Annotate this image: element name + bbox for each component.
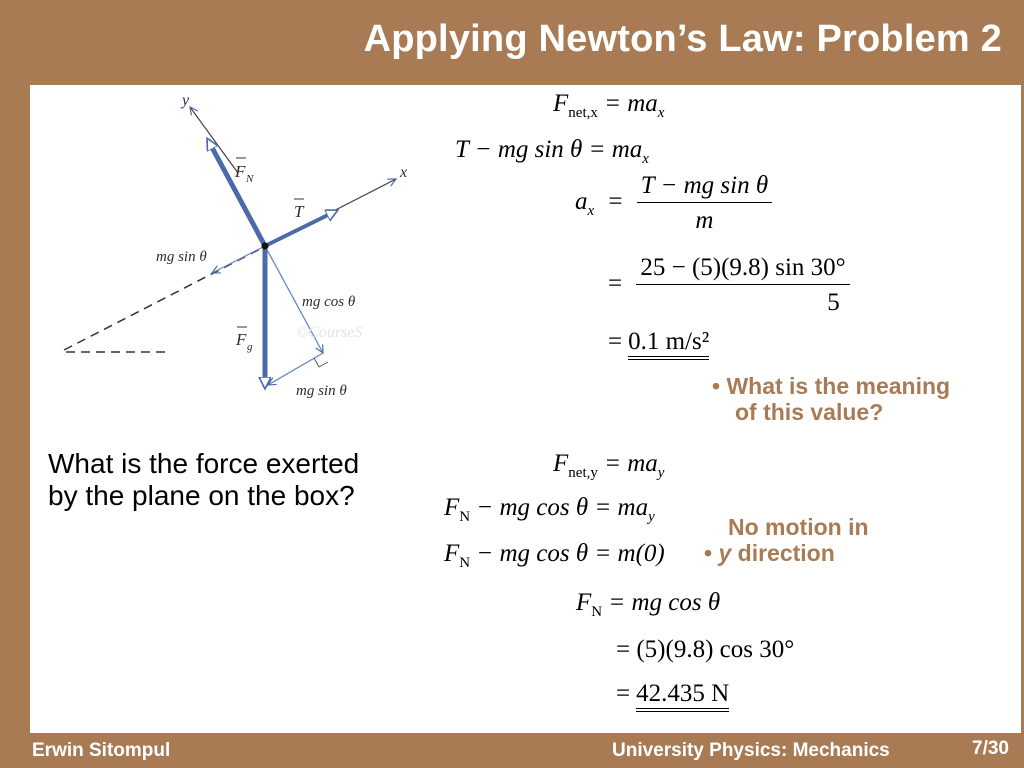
x-axis-label: x bbox=[400, 164, 408, 181]
mg-sin-component-bottom bbox=[268, 353, 323, 385]
equation-normal-result: = 42.435 N bbox=[616, 680, 729, 708]
svg-text:F: F bbox=[235, 162, 246, 181]
y-axis-line bbox=[190, 107, 238, 173]
slide-title: Applying Newton’s Law: Problem 2 bbox=[363, 18, 1002, 60]
equation-tension-balance: T − mg $\sin \theta = ma_x$ bbox=[455, 136, 649, 167]
equation-ax-numeric: = $\frac{25 - (5)(9.8) \sin 30^\circ}{5}$ bbox=[608, 254, 850, 317]
equation-fnet-y: $F_{net,y} = ma_y$ bbox=[553, 450, 665, 481]
y-axis-label: y bbox=[182, 92, 190, 109]
footer-course: University Physics: Mechanics bbox=[612, 740, 890, 761]
mgsin-bottom-label: mg sin θ bbox=[296, 383, 347, 399]
fg-label bbox=[235, 327, 253, 353]
free-body-diagram bbox=[30, 85, 450, 425]
note-meaning: • What is the meaning of this value? bbox=[712, 373, 951, 425]
mg-sin-component-left bbox=[212, 246, 265, 273]
right-angle-mark bbox=[314, 358, 328, 367]
equation-fnet-x: $F_{net,x} = ma_x$ bbox=[553, 90, 665, 121]
svg-text:g: g bbox=[247, 341, 253, 353]
normal-force-vector bbox=[208, 140, 265, 246]
footer-page-number: 7/30 bbox=[972, 738, 1009, 759]
box-point bbox=[262, 243, 269, 250]
mgsin-left-label: mg sin θ bbox=[156, 249, 207, 265]
svg-text:T: T bbox=[294, 202, 304, 221]
watermark-label: ©CourseS bbox=[296, 324, 363, 341]
footer-author: Erwin Sitompul bbox=[32, 740, 171, 761]
note-no-motion: No motion in • y direction bbox=[704, 514, 869, 566]
equation-normal-numeric: = (5)(9.8) cos 30° bbox=[616, 636, 795, 663]
fn-label bbox=[234, 158, 254, 185]
svg-text:F: F bbox=[236, 330, 247, 349]
question-text: What is the force exerted by the plane on the box? bbox=[48, 448, 360, 511]
t-label bbox=[294, 199, 305, 221]
equation-normal-zero: $F_N$ − mg cos θ = m(0) bbox=[444, 540, 665, 571]
equation-normal-force: $F_N$ = mg cos θ bbox=[576, 589, 721, 620]
mgcos-label: mg cos θ bbox=[302, 294, 356, 310]
equation-ax-result: = 0.1 m/s² bbox=[608, 328, 709, 356]
equation-normal-balance: $F_N$ − mg $\cos \theta = ma_y$ bbox=[444, 494, 655, 525]
svg-text:N: N bbox=[246, 173, 254, 185]
equation-ax-fraction: $a_x$ = $\frac{\text{T − mg sin θ}}{m}$ bbox=[575, 172, 772, 235]
